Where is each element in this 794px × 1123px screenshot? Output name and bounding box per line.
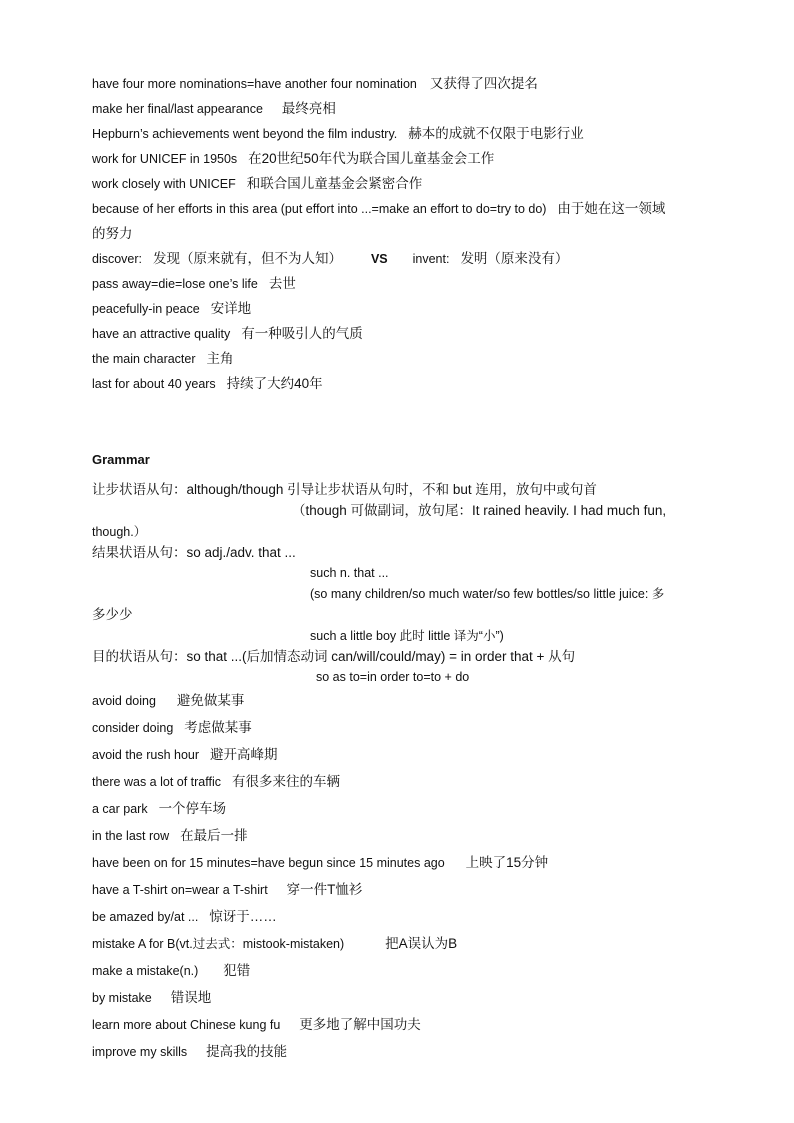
vocab-line [92,909,277,925]
phrase-zh: 穿一件T恤衫 [286,882,363,897]
phrase-zh: 赫本的成就不仅限于电影行业 [408,126,584,141]
phrase-en: the main character [92,352,196,366]
vs-label: VS [370,252,388,266]
phrase-zh: 犯错 [223,963,251,978]
vocab-line [92,747,277,763]
vocab-line [92,855,548,871]
result-clause-note: such a little boy 此时 little 译为“小”) [310,629,504,643]
vocab-line [92,151,494,167]
vocab-line [92,276,296,292]
phrase-zh: 更多地了解中国功夫 [299,1017,421,1032]
vocab-line [92,1017,421,1033]
vocab-line [92,801,226,817]
vocab-line [92,351,234,367]
phrase-zh: 在20世纪50年代为联合国儿童基金会工作 [248,151,495,166]
vocab-line [92,376,323,392]
phrase-zh: 最终亮相 [281,101,336,116]
phrase-en: pass away=die=lose one’s life [92,277,258,291]
phrase-en: in the last row [92,829,170,843]
phrase-en: because of her efforts in this area (put effort into ...=make an effort to do=try to do) [92,202,547,216]
phrase-zh: 在最后一排 [180,828,248,843]
phrase-zh: 考虑做某事 [184,720,252,735]
phrase-zh: 有很多来往的车辆 [231,774,340,789]
phrase-zh: 惊讶于…… [209,909,277,924]
phrase-zh: 避免做某事 [176,693,245,708]
phrase-en: have been on for 15 minutes=have begun since 15 minutes ago [92,856,445,870]
vocab-line [92,882,362,898]
vocab-line [92,76,538,92]
vocab-line [92,201,665,217]
vocab-line [92,963,250,979]
vocab-line [92,990,211,1006]
phrase-en: last for about 40 years [92,377,216,391]
phrase-en: avoid the rush hour [92,748,200,762]
phrase-en: avoid doing [92,694,156,708]
concession-clause-line: 让步状语从句：although/though 引导让步状语从句时，不和 but 连用，放句中或句首 [92,482,597,497]
vocab-line [92,101,336,117]
purpose-clause-line: so as to=in order to=to + do [316,670,470,684]
vocab-line [92,828,248,844]
phrase-en: have four more nominations=have another four nomination [92,77,417,91]
phrase-zh: 上映了15分钟 [465,855,549,870]
vocab-line [92,774,340,790]
phrase-en: make her final/last appearance [92,102,263,116]
concession-clause-note: （though 可做副词，放句尾：It rained heavily. I had much fun, [292,503,667,518]
phrase-zh: 避开高峰期 [209,747,278,762]
phrase-zh: 发明（原来没有） [460,251,569,266]
phrase-zh: 持续了大约40年 [226,376,323,391]
phrase-zh: 和联合国儿童基金会紧密合作 [246,176,423,191]
phrase-zh: 主角 [206,351,234,366]
vocab-line [92,1044,287,1060]
vocab-line [92,936,457,952]
phrase-zh: 安详地 [210,301,252,316]
phrase-zh: 错误地 [170,990,212,1005]
vocab-line [92,301,251,317]
phrase-en: invent: [412,252,450,266]
phrase-en: have an attractive quality [92,327,231,341]
phrase-en: a car park [92,802,148,816]
phrase-en: improve my skills [92,1045,188,1059]
vocab-line-continuation: 的努力 [92,226,133,241]
phrase-zh: 提高我的技能 [206,1044,288,1059]
phrase-en: mistake A for B(vt.过去式：mistook-mistaken) [92,937,345,951]
result-clause-note: (so many children/so much water/so few bottles/so little juice: 多 [310,587,665,601]
phrase-zh: 去世 [268,276,296,291]
vocab-line [92,176,422,192]
concession-clause-note-cont: though.） [92,525,147,539]
vocab-line [92,693,244,709]
result-clause-note-cont: 多少少 [92,607,133,622]
phrase-en: consider doing [92,721,174,735]
section-heading: Grammar [92,452,150,467]
purpose-clause-line: 目的状语从句：so that ...(后加情态动词 can/will/could/may) = in order that + 从句 [92,649,576,664]
vocab-line [92,720,252,736]
phrase-en: be amazed by/at ... [92,910,199,924]
phrase-en: work for UNICEF in 1950s [92,152,238,166]
vocab-line [92,326,363,342]
phrase-zh: 把A误认为B [385,936,458,951]
result-clause-line: 结果状语从句：so adj./adv. that ... [92,545,296,560]
result-clause-line: such n. that ... [310,566,389,580]
phrase-zh: 有一种吸引人的气质 [241,326,363,341]
vocab-line [92,126,584,142]
phrase-en: by mistake [92,991,152,1005]
phrase-zh: 一个停车场 [158,801,227,816]
phrase-zh: 由于她在这一领域 [557,201,666,216]
phrase-en: learn more about Chinese kung fu [92,1018,281,1032]
phrase-en: there was a lot of traffic [92,775,221,789]
phrase-zh: 发现（原来就有，但不为人知） [153,251,342,266]
phrase-en: peacefully-in peace [92,302,200,316]
phrase-en: have a T-shirt on=wear a T-shirt [92,883,268,897]
phrase-en: make a mistake(n.) [92,964,199,978]
phrase-zh: 又获得了四次提名 [429,76,538,91]
phrase-en: Hepburn’s achievements went beyond the film industry. [92,127,398,141]
phrase-en: discover: [92,252,143,266]
vocab-line [92,251,568,267]
phrase-en: work closely with UNICEF [92,177,236,191]
